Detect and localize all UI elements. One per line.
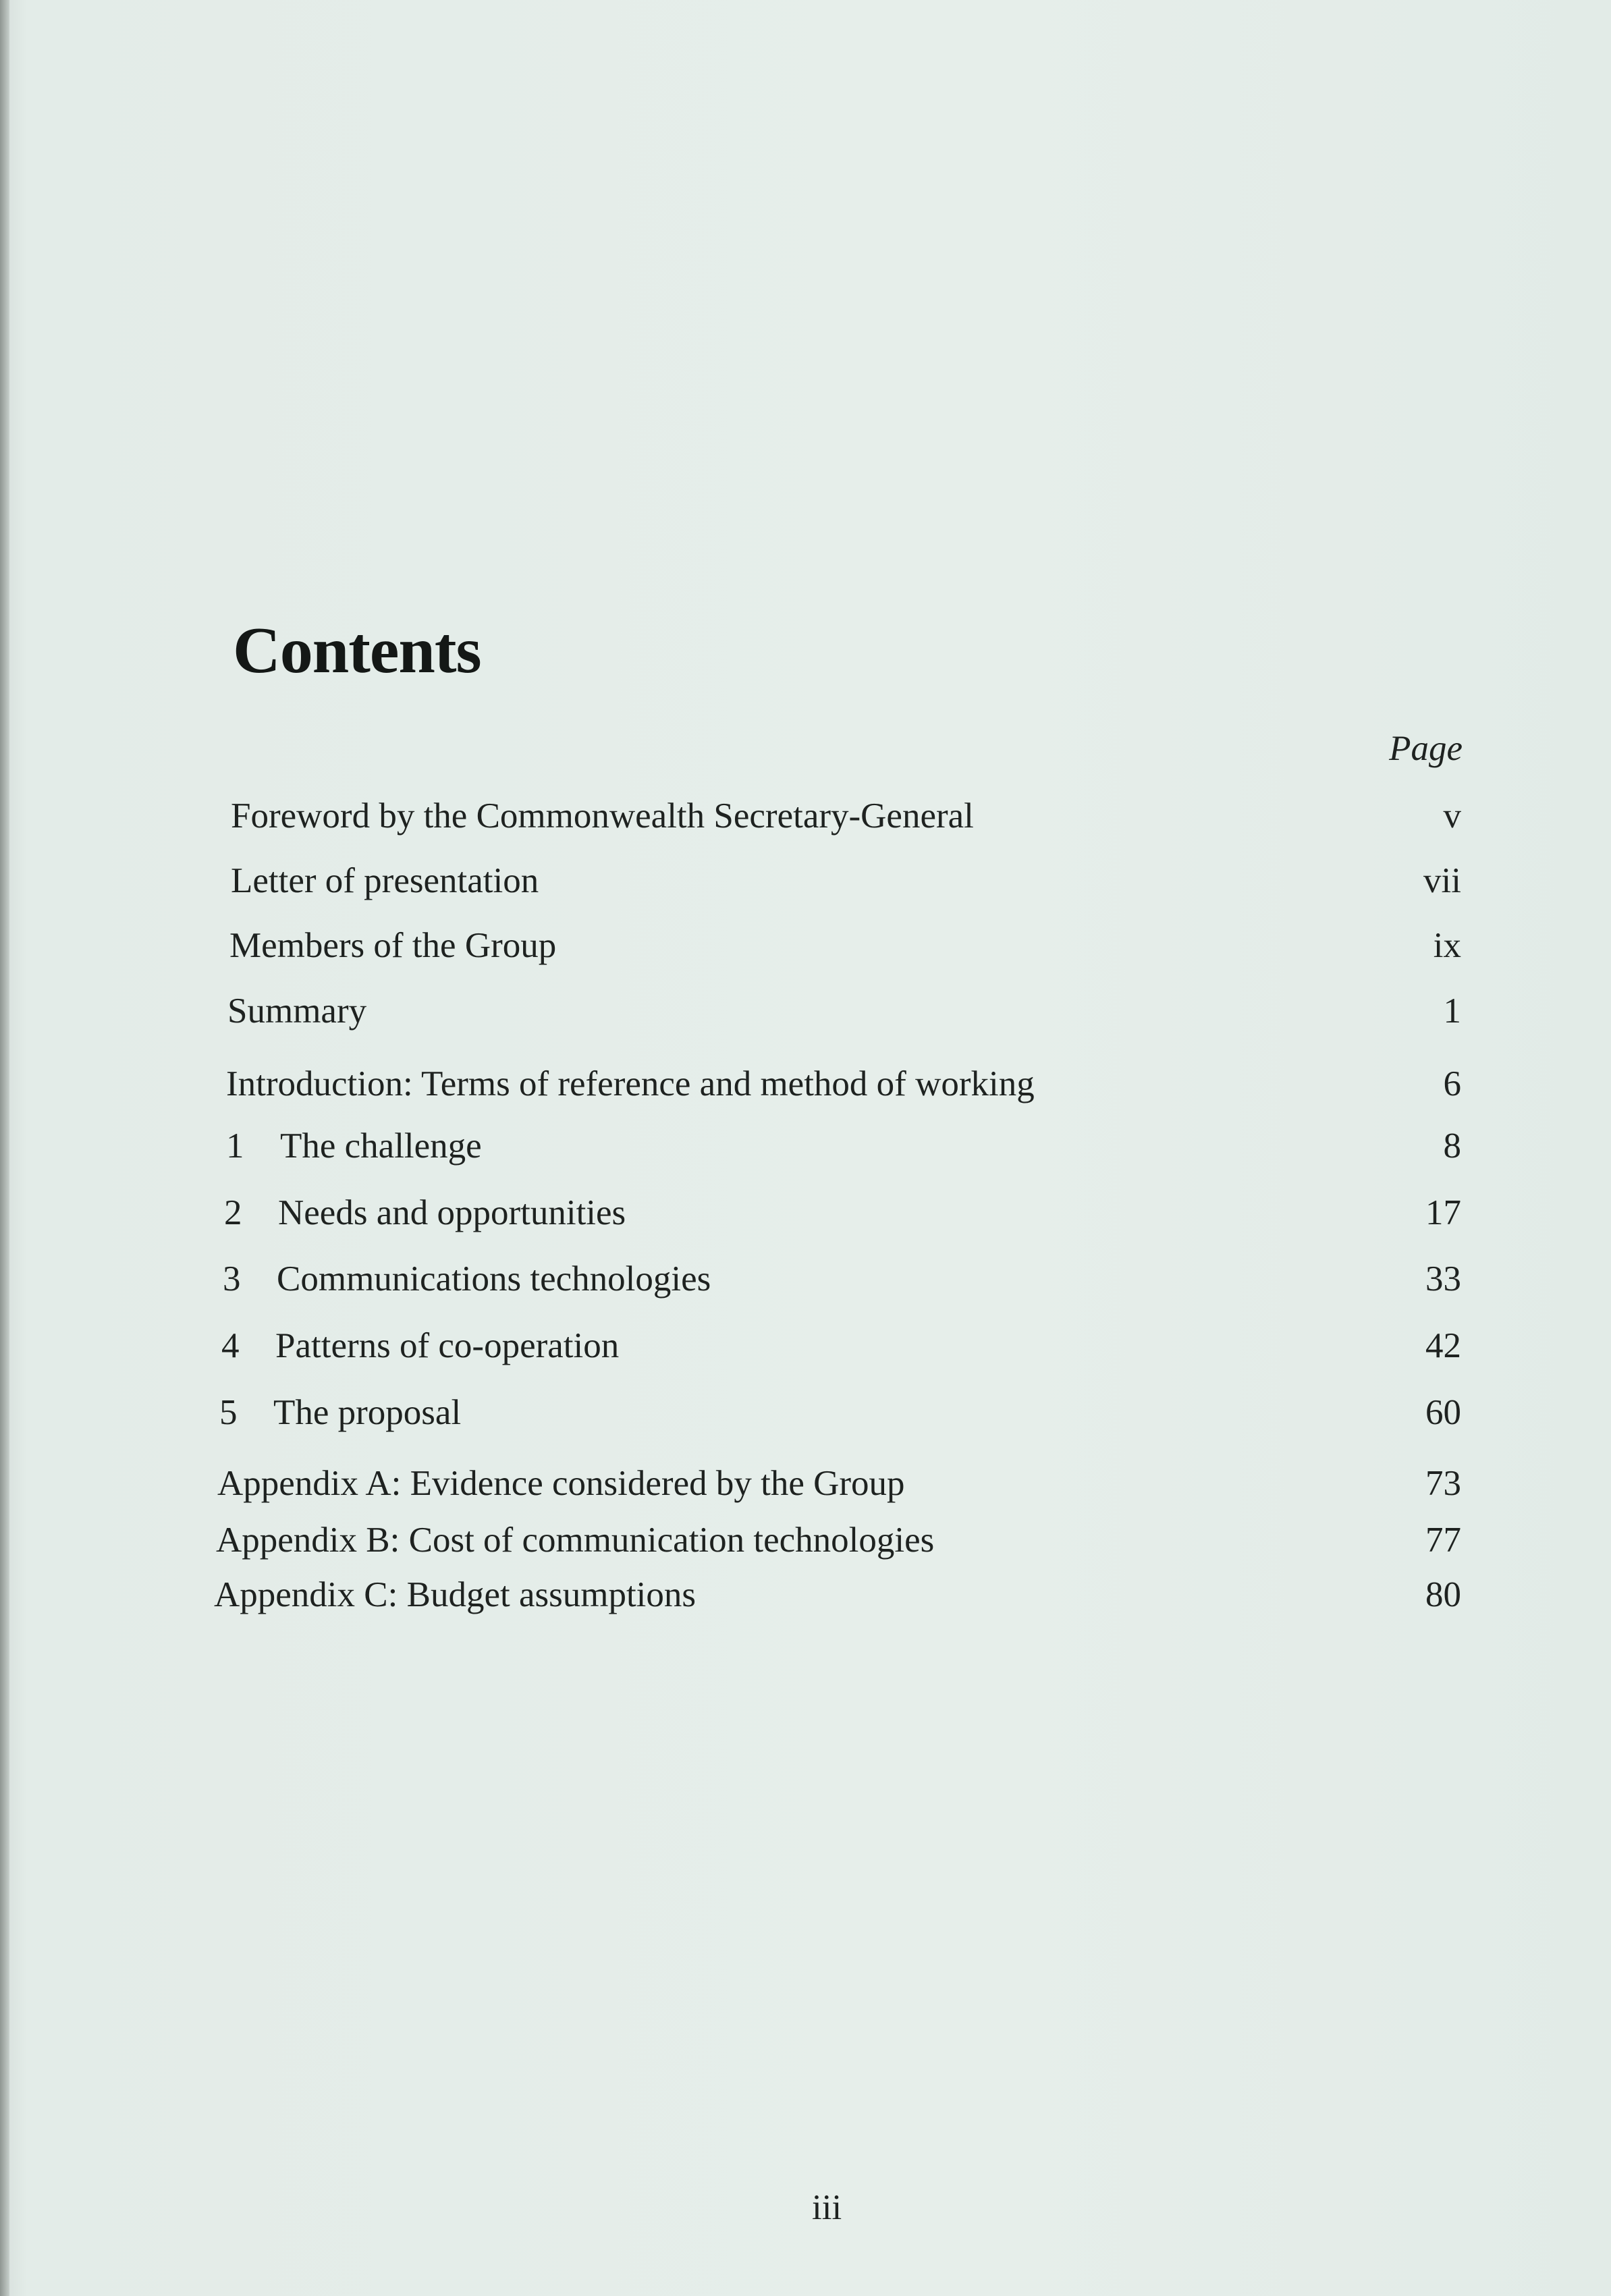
toc-entry-title[interactable] bbox=[219, 1389, 461, 1436]
chapter-title: The challenge bbox=[280, 1126, 482, 1166]
chapter-title: Patterns of co-operation bbox=[275, 1326, 620, 1365]
toc-entry-title[interactable] bbox=[226, 1122, 482, 1170]
toc-entry-title[interactable] bbox=[224, 1189, 626, 1236]
toc-entry-foreword[interactable] bbox=[231, 792, 1461, 840]
toc-entry-appendix-c[interactable] bbox=[214, 1571, 1461, 1618]
toc-entry-title[interactable]: Summary bbox=[227, 991, 367, 1031]
toc-entry-chapter-1[interactable] bbox=[226, 1122, 1461, 1170]
toc-entry-chapter-4[interactable] bbox=[221, 1322, 1461, 1369]
toc-entry-letter[interactable] bbox=[231, 857, 1461, 904]
chapter-number: 3 bbox=[223, 1259, 241, 1299]
page-folio: iii bbox=[812, 2188, 842, 2227]
chapter-number: 1 bbox=[226, 1126, 244, 1166]
chapter-title: Communications technologies bbox=[277, 1259, 711, 1299]
toc-entry-chapter-3[interactable] bbox=[223, 1255, 1461, 1303]
toc-entry-page: 42 bbox=[1425, 1326, 1461, 1365]
toc-entry-page: 60 bbox=[1425, 1393, 1461, 1432]
toc-entry-page: 77 bbox=[1425, 1521, 1461, 1560]
chapter-number: 2 bbox=[224, 1193, 242, 1232]
toc-entry-title[interactable]: Foreword by the Commonwealth Secretary-General bbox=[231, 796, 974, 836]
toc-entry-summary[interactable] bbox=[227, 987, 1461, 1035]
page-title: Contents bbox=[233, 614, 481, 687]
toc-entry-title[interactable] bbox=[223, 1255, 711, 1303]
toc-entry-page: 17 bbox=[1425, 1193, 1461, 1232]
toc-entry-page: 1 bbox=[1443, 991, 1461, 1031]
toc-entry-page: ix bbox=[1433, 926, 1461, 965]
toc-entry-page: 8 bbox=[1443, 1126, 1461, 1166]
chapter-title: The proposal bbox=[273, 1393, 462, 1432]
chapter-number: 4 bbox=[221, 1326, 240, 1365]
toc-entry-appendix-a[interactable] bbox=[217, 1460, 1461, 1507]
toc-entry-page: 33 bbox=[1425, 1259, 1461, 1299]
chapter-title: Needs and opportunities bbox=[278, 1193, 626, 1232]
toc-entry-members[interactable] bbox=[229, 922, 1461, 969]
toc-entry-page: v bbox=[1443, 796, 1461, 836]
toc-entry-title[interactable]: Appendix B: Cost of communication technologies bbox=[216, 1521, 935, 1560]
toc-entry-appendix-b[interactable] bbox=[216, 1516, 1461, 1564]
chapter-number: 5 bbox=[219, 1393, 238, 1432]
toc-entry-title[interactable]: Introduction: Terms of reference and method of working bbox=[226, 1064, 1035, 1103]
toc-entry-title[interactable] bbox=[221, 1322, 619, 1369]
toc-entry-title[interactable]: Members of the Group bbox=[229, 926, 557, 965]
toc-entry-page: 6 bbox=[1443, 1064, 1461, 1103]
toc-entry-page: vii bbox=[1423, 861, 1461, 900]
toc-entry-introduction[interactable] bbox=[226, 1060, 1461, 1108]
toc-entry-page: 73 bbox=[1425, 1464, 1461, 1503]
toc-entry-title[interactable]: Letter of presentation bbox=[231, 861, 539, 900]
toc-entry-page: 80 bbox=[1425, 1575, 1461, 1614]
page-column-label: Page bbox=[1389, 729, 1463, 768]
toc-entry-title[interactable]: Appendix C: Budget assumptions bbox=[214, 1575, 697, 1614]
toc-entry-chapter-2[interactable] bbox=[224, 1189, 1461, 1236]
toc-entry-title[interactable]: Appendix A: Evidence considered by the Group bbox=[217, 1464, 905, 1503]
toc-entry-chapter-5[interactable] bbox=[219, 1389, 1461, 1436]
